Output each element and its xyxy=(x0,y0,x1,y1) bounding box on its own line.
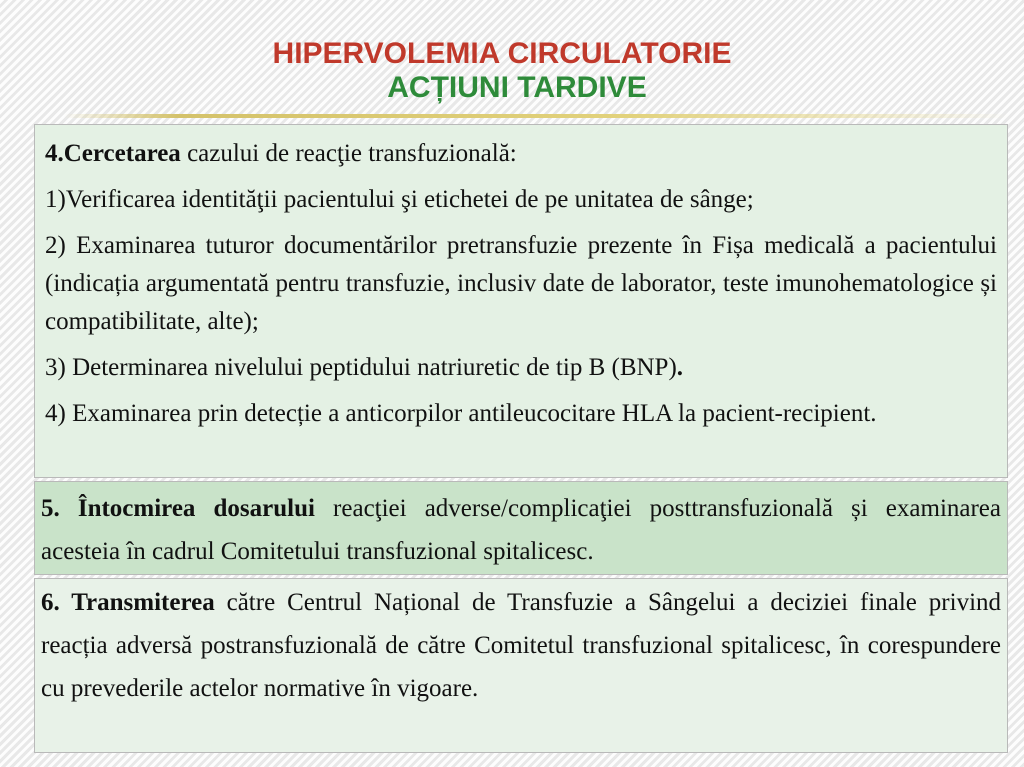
section-4-heading xyxy=(45,135,997,173)
section-4-box xyxy=(34,124,1008,478)
title-underline xyxy=(64,114,1009,118)
section-4-item-3-end: . xyxy=(676,354,684,381)
section-4-item-2: 2) Examinarea tuturor documentărilor pretransfuzie prezente în Fișa medicală a pacientului (indicația argumentată pentru transfuzie, inclusiv date de laborator, teste imunohematologice și compatibilitate, alte); xyxy=(45,232,997,335)
section-5-box xyxy=(34,481,1008,575)
section-6-text: către Centrul Național de Transfuzie a Sângelui a deciziei finale privind reacția adversă postransfuzională de către Comitetul transfuzional spitalicesc, în corespundere cu prevederile actelor normative în vigoare. xyxy=(41,589,1002,702)
section-6-bold: 6. Transmiterea xyxy=(41,589,215,616)
section-5-bold: 5. Întocmirea dosarului xyxy=(41,495,315,522)
section-4-item-1: 1)Verificarea identităţii pacientului şi etichetei de pe unitatea de sânge; xyxy=(45,186,754,213)
slide-title xyxy=(0,36,1024,106)
section-4-heading-text: cazului de reacţie transfuzională: xyxy=(180,140,517,167)
section-4-item-3 xyxy=(45,349,997,387)
section-4-item-3-text: 3) Determinarea nivelului peptidului natriuretic de tip B (BNP) xyxy=(45,354,677,381)
section-5-text: reacţiei adverse/complicaţiei posttransfuzională și examinarea acesteia în cadrul Comitetului transfuzional spitalicesc. xyxy=(41,495,1001,565)
section-6-box xyxy=(34,578,1008,753)
section-4-heading-bold: 4.Cercetarea xyxy=(45,140,181,167)
section-4-item-4: 4) Examinarea prin detecție a anticorpilor antileucocitare HLA la pacient-recipient. xyxy=(45,400,877,427)
title-line-1: HIPERVOLEMIA CIRCULATORIE xyxy=(272,37,732,70)
title-line-2: ACȚIUNI TARDIVE xyxy=(387,71,647,104)
